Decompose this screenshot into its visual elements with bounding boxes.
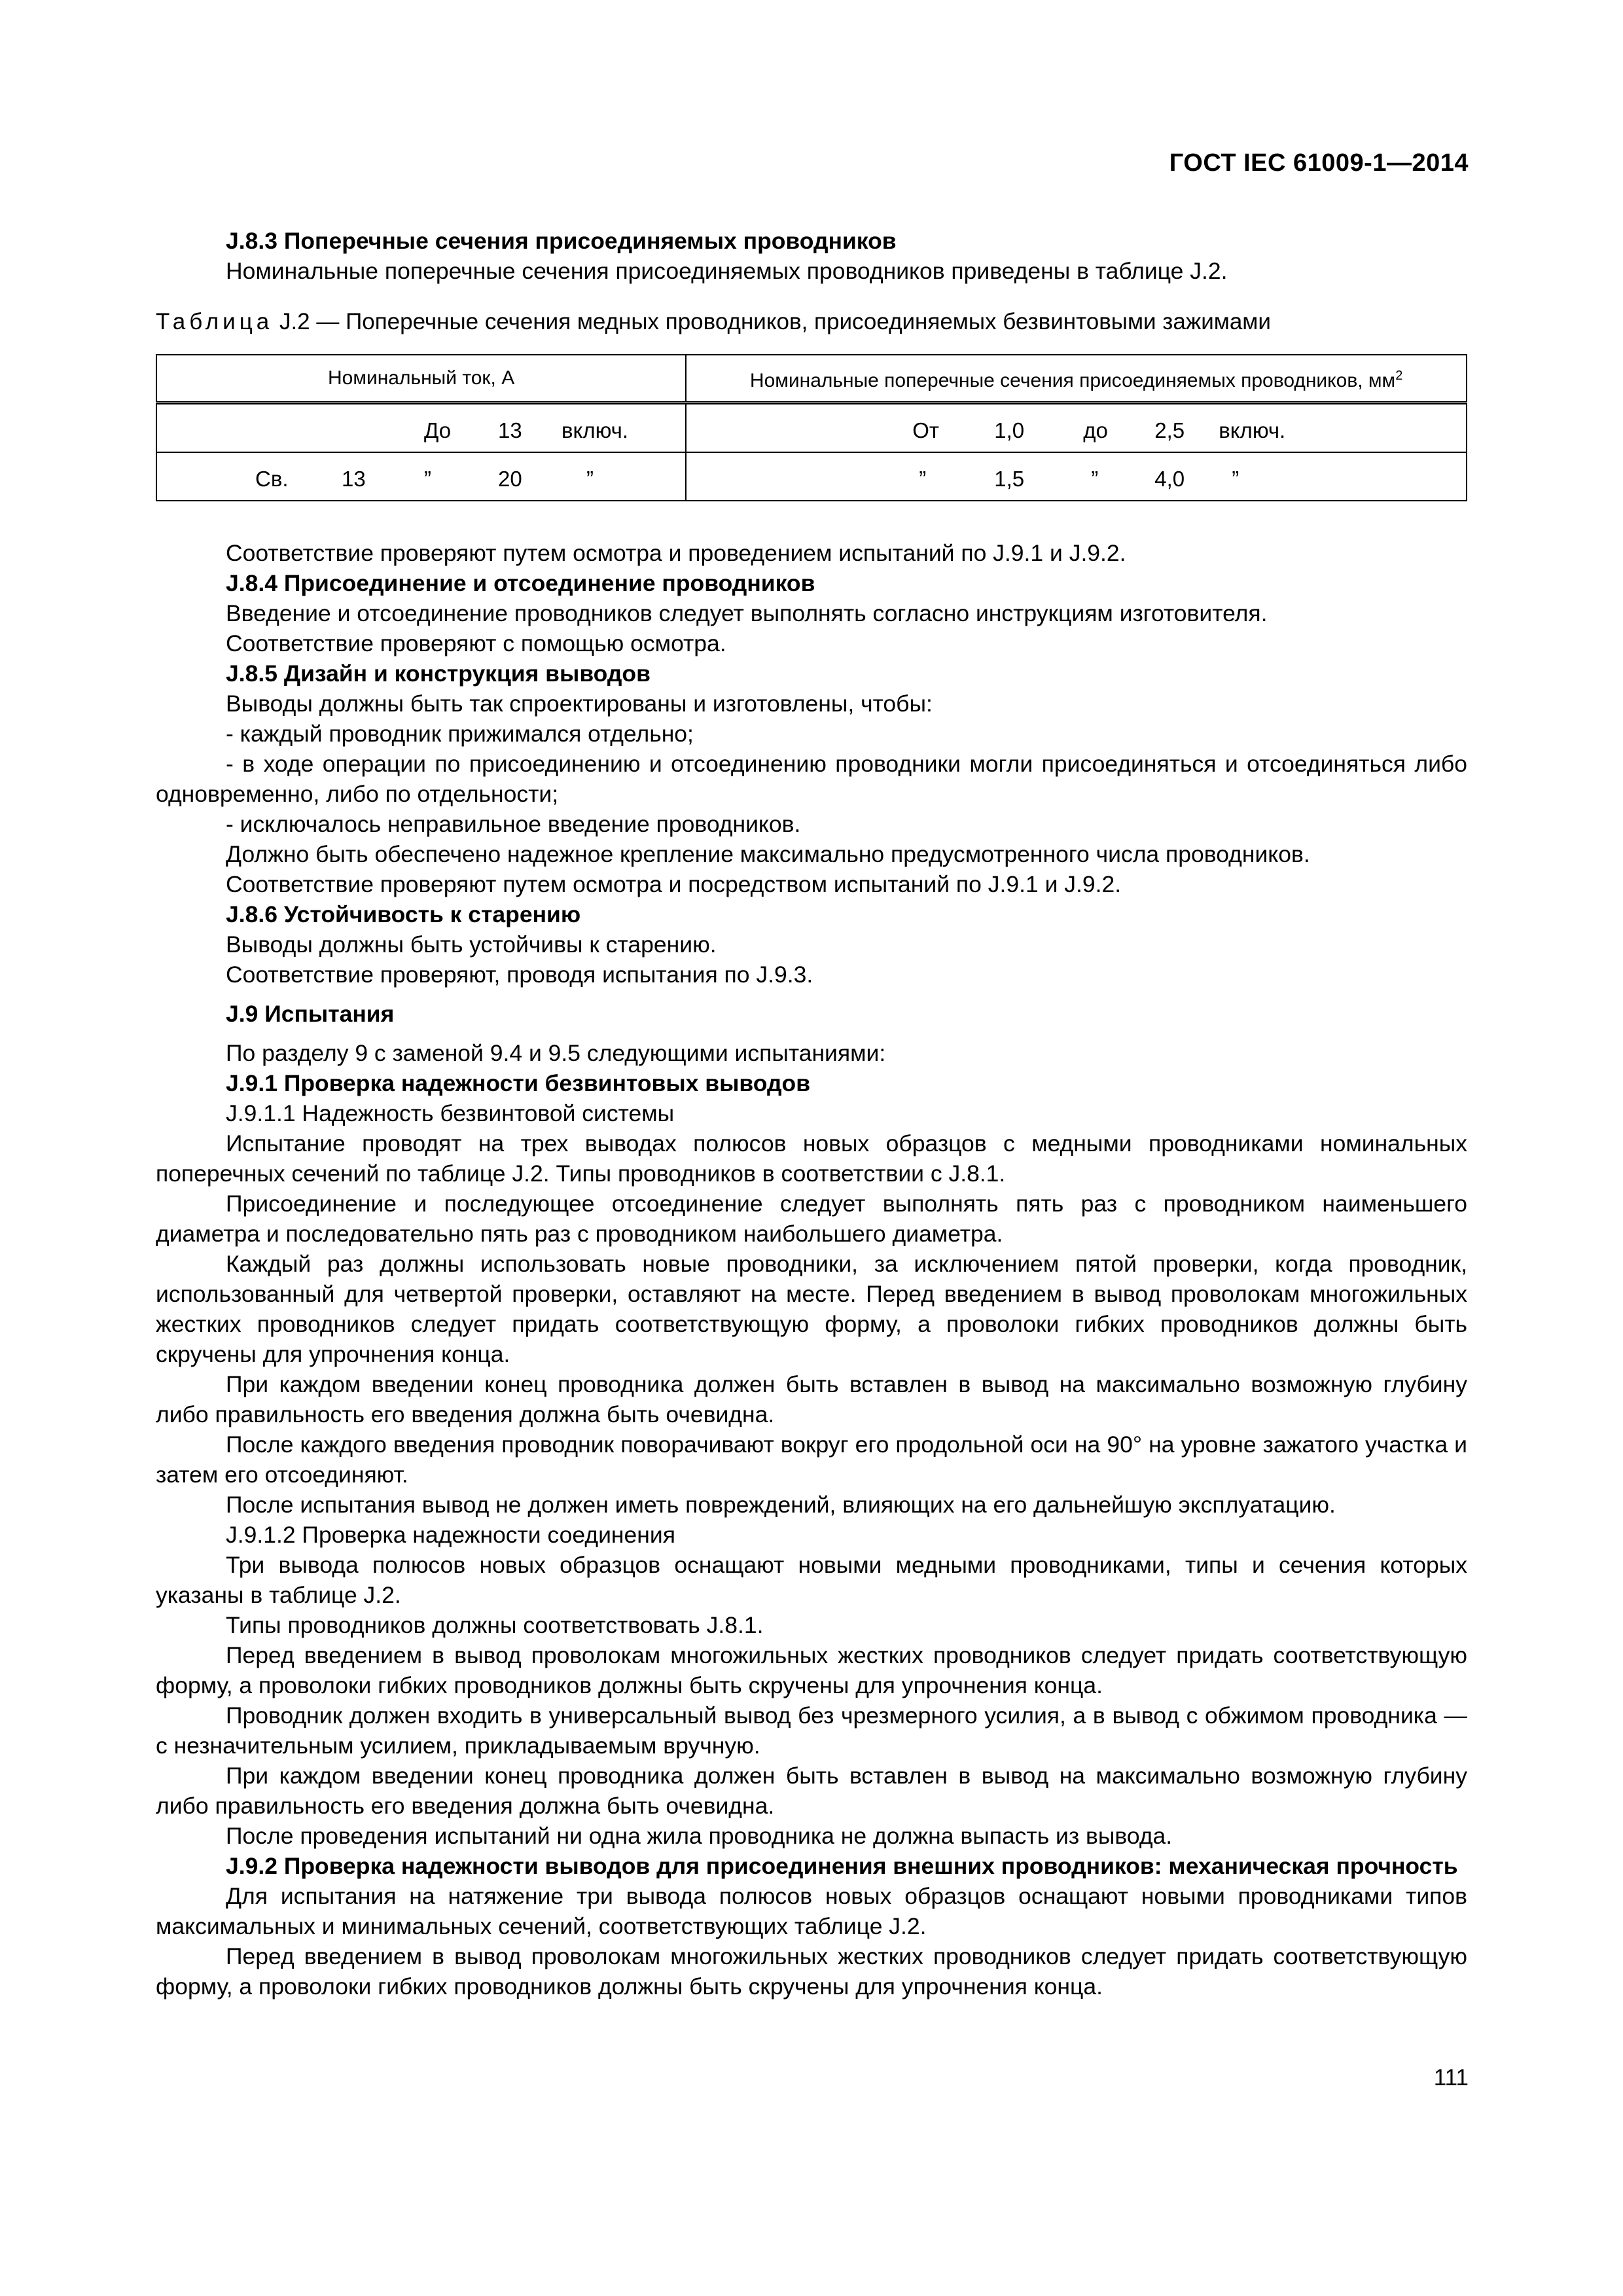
header-section bbox=[686, 355, 1467, 403]
paragraph: После каждого введения проводник поворачивают вокруг его продольной оси на 90° на уровне зажатого участка и затем его отсоединяют. bbox=[156, 1431, 1467, 1488]
list-item: - исключалось неправильное введение проводников. bbox=[226, 811, 801, 837]
paragraph: Номинальные поперечные сечения присоединяемых проводников приведены в таблице J.2. bbox=[226, 258, 1228, 284]
paragraph: По разделу 9 с заменой 9.4 и 9.5 следующими испытаниями: bbox=[226, 1040, 886, 1066]
heading-j84: J.8.4 Присоединение и отсоединение проводников bbox=[226, 570, 815, 596]
cell-token: ” bbox=[586, 467, 594, 491]
cell-token: 4,0 bbox=[1154, 467, 1185, 491]
paragraph: После испытания вывод не должен иметь повреждений, влияющих на его дальнейшую эксплуатацию. bbox=[226, 1492, 1336, 1518]
document-body bbox=[156, 226, 1467, 2001]
cell-token: 13 bbox=[498, 418, 522, 442]
subheading-j911: J.9.1.1 Надежность безвинтовой системы bbox=[226, 1100, 675, 1126]
cell-token: 20 bbox=[498, 467, 522, 491]
heading-j83: J.8.3 Поперечные сечения присоединяемых проводников bbox=[226, 228, 897, 254]
paragraph: Испытание проводят на трех выводах полюсов новых образцов с медными проводниками номинальных поперечных сечений по таблице J.2. Типы проводников в соответствии с J.8.1. bbox=[156, 1130, 1467, 1187]
heading-j91: J.9.1 Проверка надежности безвинтовых выводов bbox=[226, 1070, 811, 1096]
table-caption-word: Таблица bbox=[156, 309, 274, 334]
heading-j92: J.9.2 Проверка надежности выводов для присоединения внешних проводников: механическая прочность bbox=[226, 1853, 1458, 1879]
table-row bbox=[156, 403, 1467, 453]
cell-token: 2,5 bbox=[1154, 418, 1185, 442]
cell-token: ” bbox=[1091, 467, 1099, 491]
cell-token: ” bbox=[919, 467, 927, 491]
paragraph: Соответствие проверяют с помощью осмотра. bbox=[226, 630, 726, 656]
table-j2 bbox=[156, 354, 1467, 501]
paragraph: Соответствие проверяют путем осмотра и посредством испытаний по J.9.1 и J.9.2. bbox=[226, 871, 1122, 897]
paragraph: Присоединение и последующее отсоединение следует выполнять пять раз с проводником наименьшего диаметра и последовательно пять раз с проводником наибольшего диаметра. bbox=[156, 1191, 1467, 1247]
table-caption bbox=[156, 307, 1467, 337]
cell-token: до bbox=[1083, 418, 1108, 442]
paragraph: Введение и отсоединение проводников следует выполнять согласно инструкциям изготовителя. bbox=[226, 600, 1268, 626]
cell-section bbox=[686, 452, 1467, 501]
table-row bbox=[156, 452, 1467, 501]
paragraph: После проведения испытаний ни одна жила проводника не должна выпасть из вывода. bbox=[226, 1823, 1173, 1849]
paragraph: Типы проводников должны соответствовать J.8.1. bbox=[226, 1612, 764, 1638]
cell-token: 1,0 bbox=[994, 418, 1025, 442]
page-number: 111 bbox=[1433, 2065, 1469, 2090]
header-section-text: Номинальные поперечные сечения присоединяемых проводников, мм bbox=[749, 370, 1396, 391]
cell-token: Св. bbox=[255, 467, 289, 491]
paragraph: При каждом введении конец проводника должен быть вставлен в вывод на максимально возможную глубину либо правильность его введения должна быть очевидна. bbox=[156, 1371, 1467, 1427]
paragraph: Соответствие проверяют, проводя испытания по J.9.3. bbox=[226, 961, 813, 988]
table-header-row bbox=[156, 355, 1467, 403]
cell-current bbox=[156, 452, 686, 501]
header-current: Номинальный ток, А bbox=[156, 355, 686, 403]
cell-token: От bbox=[912, 418, 940, 442]
header-section-sup: 2 bbox=[1395, 368, 1403, 383]
standard-designation: ГОСТ IEC 61009-1—2014 bbox=[1169, 149, 1469, 177]
paragraph: Выводы должны быть устойчивы к старению. bbox=[226, 931, 717, 958]
paragraph: Каждый раз должны использовать новые проводники, за исключением пятой проверки, когда проводник, использованный для четвертой проверки, оставляют на месте. Перед введением в вывод проволокам многожильных жестких проводников следует придать соответствующую форму, а проволоки гибких проводников должны быть скручены для упрочнения конца. bbox=[156, 1251, 1467, 1367]
cell-token: До bbox=[424, 418, 452, 442]
paragraph: Проводник должен входить в универсальный вывод без чрезмерного усилия, а в вывод с обжимом проводника — с незначительным усилием, прикладываемым вручную. bbox=[156, 1702, 1467, 1759]
list-item: - каждый проводник прижимался отдельно; bbox=[226, 721, 694, 747]
cell-token: ” bbox=[1232, 467, 1240, 491]
heading-j9: J.9 Испытания bbox=[226, 1001, 395, 1027]
cell-section bbox=[686, 403, 1467, 453]
cell-token: 1,5 bbox=[994, 467, 1025, 491]
cell-token: ” bbox=[424, 467, 431, 491]
cell-current bbox=[156, 403, 686, 453]
paragraph: При каждом введении конец проводника должен быть вставлен в вывод на максимально возможную глубину либо правильность его введения должна быть очевидна. bbox=[156, 1763, 1467, 1819]
subheading-j912: J.9.1.2 Проверка надежности соединения bbox=[226, 1522, 675, 1548]
paragraph: Три вывода полюсов новых образцов оснащают новыми медными проводниками, типы и сечения которых указаны в таблице J.2. bbox=[156, 1552, 1467, 1608]
paragraph: Выводы должны быть так спроектированы и изготовлены, чтобы: bbox=[226, 691, 933, 717]
heading-j86: J.8.6 Устойчивость к старению bbox=[226, 901, 581, 927]
paragraph: Перед введением в вывод проволокам многожильных жестких проводников следует придать соответствующую форму, а проволоки гибких проводников должны быть скручены для упрочнения конца. bbox=[156, 1642, 1467, 1698]
heading-j85: J.8.5 Дизайн и конструкция выводов bbox=[226, 660, 651, 687]
cell-token: включ. bbox=[562, 418, 628, 442]
paragraph: Соответствие проверяют путем осмотра и проведением испытаний по J.9.1 и J.9.2. bbox=[226, 540, 1126, 566]
cell-token: включ. bbox=[1219, 418, 1286, 442]
cell-token: 13 bbox=[342, 467, 366, 491]
paragraph: Для испытания на натяжение три вывода полюсов новых образцов оснащают новыми проводниками типов максимальных и минимальных сечений, соответствующих таблице J.2. bbox=[156, 1883, 1467, 1939]
list-item: - в ходе операции по присоединению и отсоединению проводники могли присоединяться и отсоединяться либо одновременно, либо по отдельности; bbox=[156, 751, 1467, 807]
table-caption-text: J.2 — Поперечные сечения медных проводников, присоединяемых безвинтовыми зажимами bbox=[273, 309, 1271, 334]
paragraph: Перед введением в вывод проволокам многожильных жестких проводников следует придать соответствующую форму, а проволоки гибких проводников должны быть скручены для упрочнения конца. bbox=[156, 1943, 1467, 2000]
paragraph: Должно быть обеспечено надежное крепление максимально предусмотренного числа проводников. bbox=[226, 841, 1310, 867]
